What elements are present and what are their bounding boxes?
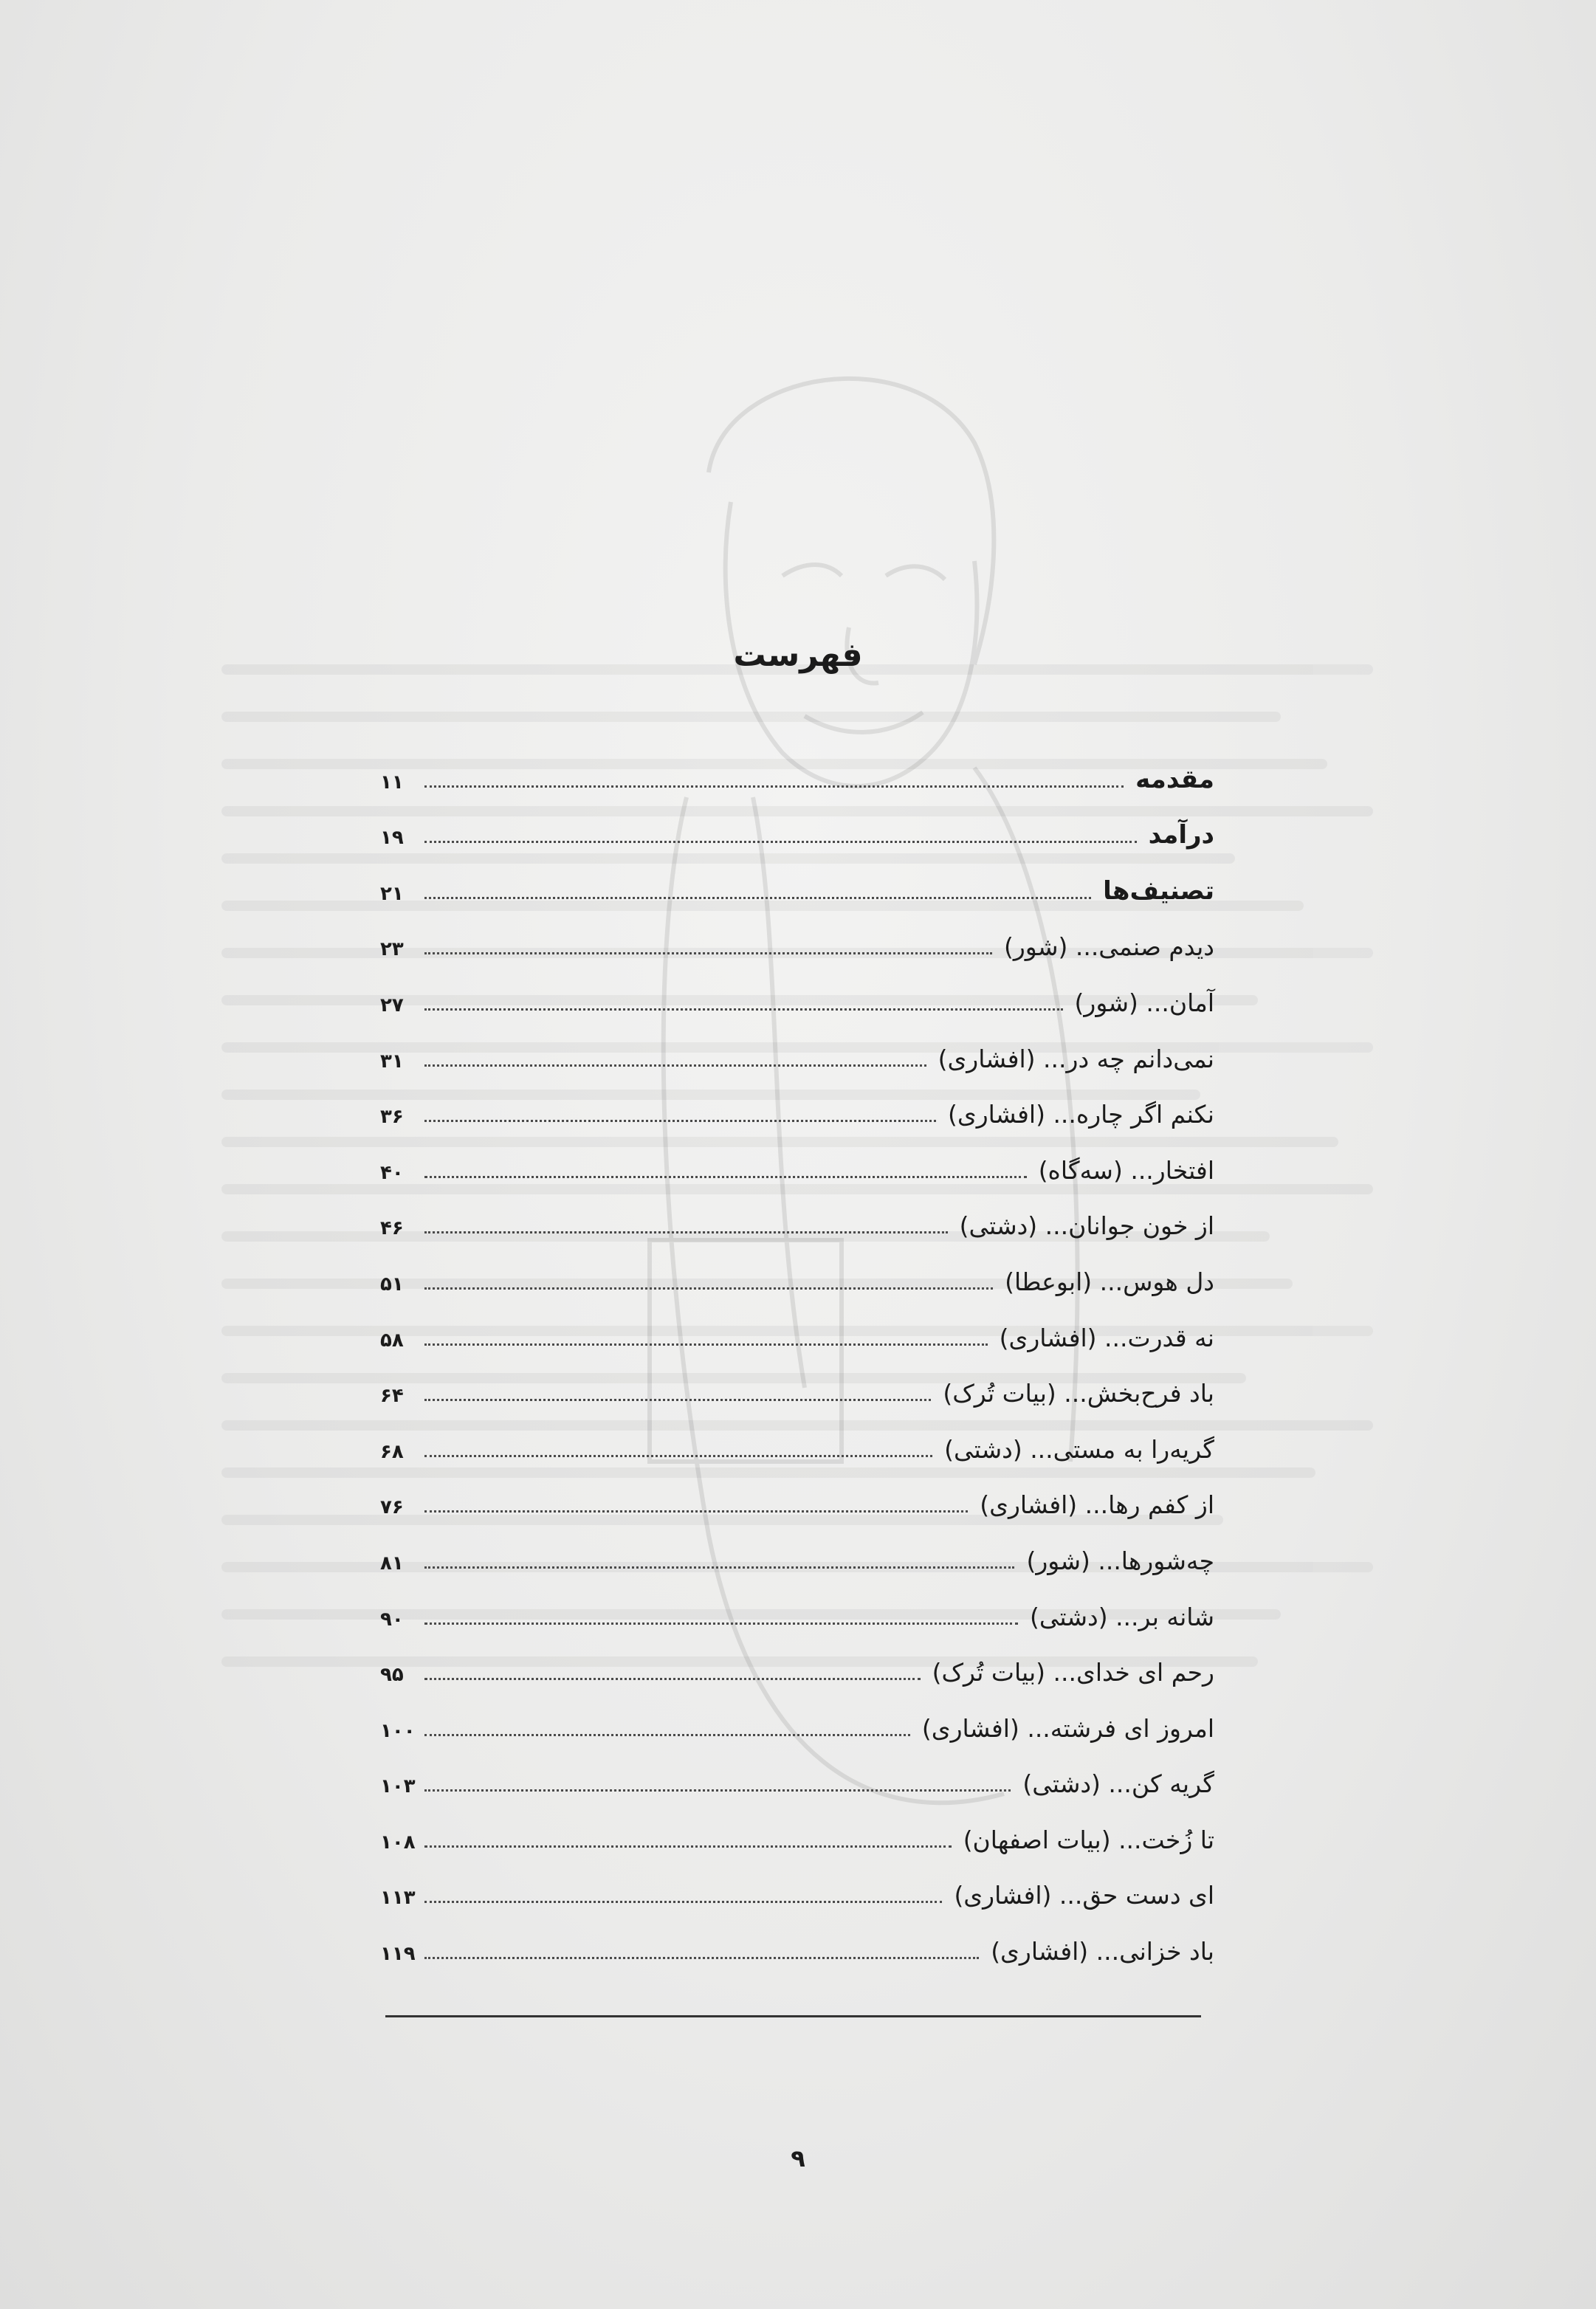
dotted-leader (424, 1623, 1018, 1625)
toc-entry-title: نکنم اگر چاره... (افشاری) (948, 1100, 1214, 1129)
toc-entry (380, 1517, 1214, 1573)
toc-entry (380, 1405, 1214, 1462)
toc-entry-page: ۶۸ (380, 1440, 404, 1463)
toc-entry-page: ۲۱ (380, 882, 404, 905)
toc-entry-title: گریه کن... (دشتی) (1022, 1769, 1214, 1799)
toc-entry-page: ۵۸ (380, 1329, 404, 1352)
dotted-leader (424, 1176, 1027, 1178)
dotted-leader (424, 1566, 1014, 1569)
page-number: ۹ (791, 2144, 805, 2172)
toc-entry-page: ۹۰ (380, 1608, 404, 1631)
toc-entry-page: ۲۳ (380, 938, 404, 961)
dotted-leader (424, 1343, 988, 1346)
toc-entry-title: ای دست حق... (افشاری) (954, 1881, 1214, 1910)
toc-entry-page: ۳۶ (380, 1106, 404, 1129)
dotted-leader (424, 1399, 931, 1401)
toc-entry (380, 1573, 1214, 1629)
dotted-leader (424, 1901, 942, 1903)
toc-entry-page: ۴۶ (380, 1217, 404, 1240)
toc-entry (380, 1126, 1214, 1183)
toc-entry-title: آمان... (شور) (1074, 988, 1214, 1017)
toc-entry (380, 959, 1214, 1015)
toc-entry-page: ۴۰ (380, 1161, 404, 1184)
toc-entry (380, 904, 1214, 960)
toc-entry (380, 1183, 1214, 1239)
dotted-leader (424, 1287, 993, 1290)
toc-entry-page: ۹۵ (380, 1664, 404, 1687)
dotted-leader (424, 841, 1137, 843)
dotted-leader (424, 1064, 926, 1067)
toc-entry-title: چه‌شورها... (شور) (1026, 1546, 1214, 1575)
toc-entry-title: از خون جوانان... (دشتی) (959, 1211, 1214, 1241)
toc-entry-page: ۱۰۳ (380, 1775, 416, 1798)
toc-entry-page: ۳۱ (380, 1050, 404, 1073)
toc-entry-page: ۱۹ (380, 827, 404, 850)
toc-heading: فهرست (733, 636, 863, 674)
toc-entry-title: دل هوس... (ابوعطا) (1005, 1267, 1214, 1296)
toc-entry-title: افتخار... (سه‌گاه) (1038, 1155, 1214, 1185)
toc-entry (380, 1907, 1214, 1964)
toc-entry (380, 1852, 1214, 1908)
dotted-leader (424, 1455, 932, 1457)
toc-entry (380, 1629, 1214, 1685)
dotted-leader (424, 785, 1124, 788)
toc-entry-title: تصنیف‌ها (1103, 875, 1214, 906)
toc-entry-title: نه قدرت... (افشاری) (999, 1323, 1214, 1352)
toc-entry-title: تا زُخت... (بیات اصفهان) (963, 1825, 1214, 1854)
toc-entry (380, 736, 1214, 792)
toc-entry-page: ۱۱۳ (380, 1887, 416, 1910)
toc-entry-page: ۵۱ (380, 1273, 404, 1295)
toc-entry-title: شانه بر... (دشتی) (1030, 1602, 1214, 1631)
dotted-leader (424, 1510, 968, 1513)
toc-entry (380, 847, 1214, 904)
toc-entry (380, 1015, 1214, 1071)
toc-entry-title: از کفم رها... (افشاری) (980, 1490, 1214, 1520)
toc-entry-title: درآمد (1148, 820, 1214, 850)
table-of-contents (380, 736, 1214, 1964)
toc-entry (380, 1294, 1214, 1350)
toc-entry (380, 1796, 1214, 1852)
toc-entry-page: ۷۶ (380, 1496, 404, 1519)
toc-entry-page: ۱۰۸ (380, 1831, 416, 1854)
toc-entry (380, 792, 1214, 848)
dotted-leader (424, 1734, 910, 1736)
toc-entry-title: باد خزانی... (افشاری) (991, 1937, 1214, 1966)
toc-entry-title: مقدمه (1135, 764, 1214, 794)
dotted-leader (424, 1957, 979, 1959)
toc-entry (380, 1238, 1214, 1294)
dotted-leader (424, 1231, 948, 1233)
dotted-leader (424, 1789, 1011, 1792)
dotted-leader (424, 1845, 952, 1848)
toc-entry (380, 1685, 1214, 1741)
toc-entry-title: باد فرح‌بخش... (بیات تُرک) (943, 1379, 1214, 1408)
dotted-leader (424, 952, 992, 954)
toc-entry (380, 1071, 1214, 1127)
toc-entry-title: دیدم صنمی... (شور) (1003, 932, 1214, 962)
toc-entry (380, 1462, 1214, 1518)
toc-entry-page: ۱۱ (380, 771, 404, 794)
toc-entry-title: امروز ای فرشته... (افشاری) (921, 1713, 1214, 1743)
toc-entry-page: ۸۱ (380, 1552, 404, 1575)
toc-entry-page: ۱۰۰ (380, 1719, 416, 1742)
toc-entry-page: ۶۴ (380, 1385, 404, 1408)
dotted-leader (424, 1678, 921, 1680)
toc-entry (380, 1741, 1214, 1797)
dotted-leader (424, 897, 1091, 899)
toc-entry-title: نمی‌دانم چه در... (افشاری) (938, 1044, 1214, 1073)
toc-entry (380, 1350, 1214, 1406)
bottom-rule (385, 2015, 1201, 2017)
dotted-leader (424, 1008, 1063, 1011)
toc-entry-title: رحم ای خدای... (بیات تُرک) (932, 1658, 1214, 1687)
toc-entry-page: ۲۷ (380, 994, 404, 1016)
dotted-leader (424, 1120, 936, 1122)
toc-entry-page: ۱۱۹ (380, 1943, 416, 1966)
toc-entry-title: گریه‌را به مستی... (دشتی) (944, 1434, 1214, 1464)
